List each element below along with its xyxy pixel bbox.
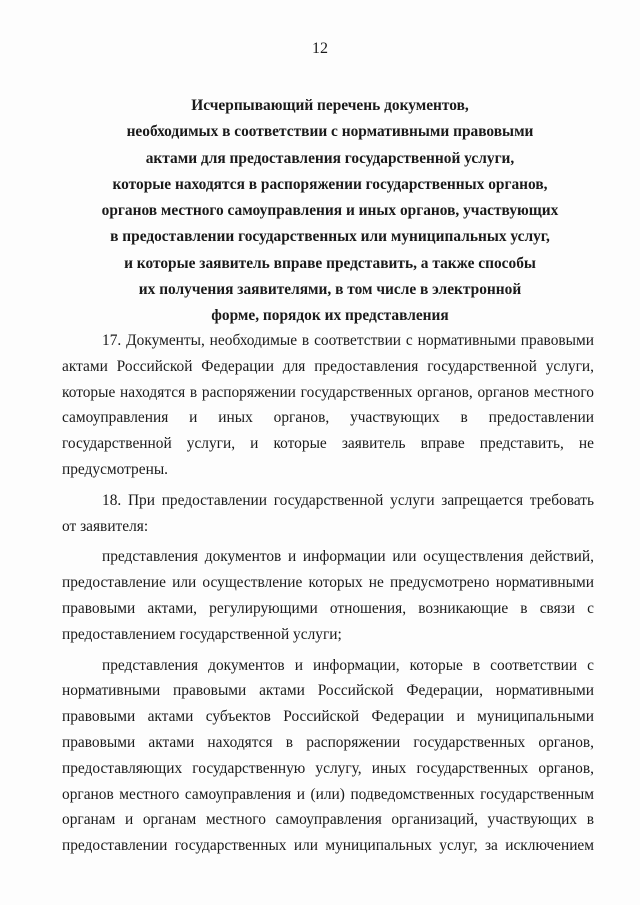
heading-line: необходимых в соответствии с нормативными правовыми — [126, 123, 534, 141]
text-line: нормативными правовыми актами Российской Федерации, нормативными — [62, 682, 594, 700]
heading-line: которые находятся в распоряжении государственных органов, — [112, 175, 548, 193]
text-line: 17. Документы, необходимые в соответствии с нормативными правовыми — [102, 332, 594, 349]
text-line: предоставление или осуществление которых не предусмотрено нормативными — [62, 574, 594, 592]
text-line: предусмотрены. — [62, 460, 169, 478]
text-line: которые находятся в распоряжении государственных органов, органов местного — [62, 383, 594, 401]
text-line: правовыми актами субъектов Российской Федерации и муниципальными — [62, 708, 594, 726]
heading-line: форме, порядок их представления — [211, 307, 449, 325]
document-body — [62, 328, 594, 859]
page-number: 12 — [312, 40, 328, 57]
text-line: от заявителя: — [62, 517, 149, 535]
section-heading — [60, 93, 600, 330]
heading-line: актами для предоставления государственной услуги, — [145, 149, 515, 167]
text-line: актами Российской Федерации для предоставления государственной услуги, — [62, 357, 594, 375]
heading-line: их получения заявителями, в том числе в электронной — [138, 281, 522, 299]
paragraph-17 — [62, 328, 594, 483]
text-line: государственной услуги, и которые заявитель вправе представить, не — [62, 435, 594, 453]
text-line: предоставлении государственных или муниципальных услуг, за исключением — [62, 837, 594, 855]
text-line: органам и органам местного самоуправления организаций, участвующих в — [62, 811, 594, 829]
text-line: предоставляющих государственную услугу, иных государственных органов, — [62, 759, 594, 777]
text-line: правовыми актами находятся в распоряжении государственных органов, — [62, 733, 594, 751]
paragraph-18 — [62, 488, 594, 540]
text-line: 18. При предоставлении государственной услуги запрещается требовать — [102, 491, 594, 509]
heading-line: в предоставлении государственных или муниципальных услуг, — [110, 228, 550, 246]
text-line: правовыми актами, регулирующими отношения, возникающие в связи с — [62, 599, 594, 617]
paragraph-18-item-2 — [62, 653, 594, 859]
text-line: представления документов и информации, которые в соответствии с — [102, 656, 594, 674]
text-line: предоставлением государственной услуги; — [62, 625, 342, 643]
text-line: органов местного самоуправления и (или) подведомственных государственным — [62, 785, 594, 803]
heading-line: Исчерпывающий перечень документов, — [191, 97, 469, 114]
heading-line: органов местного самоуправления и иных органов, участвующих — [101, 202, 559, 220]
text-line: представления документов и информации или осуществления действий, — [102, 548, 594, 566]
text-line: самоуправления и иных органов, участвующих в предоставлении — [62, 409, 594, 427]
paragraph-18-item-1 — [62, 544, 594, 647]
heading-line: и которые заявитель вправе представить, а также способы — [124, 254, 536, 272]
